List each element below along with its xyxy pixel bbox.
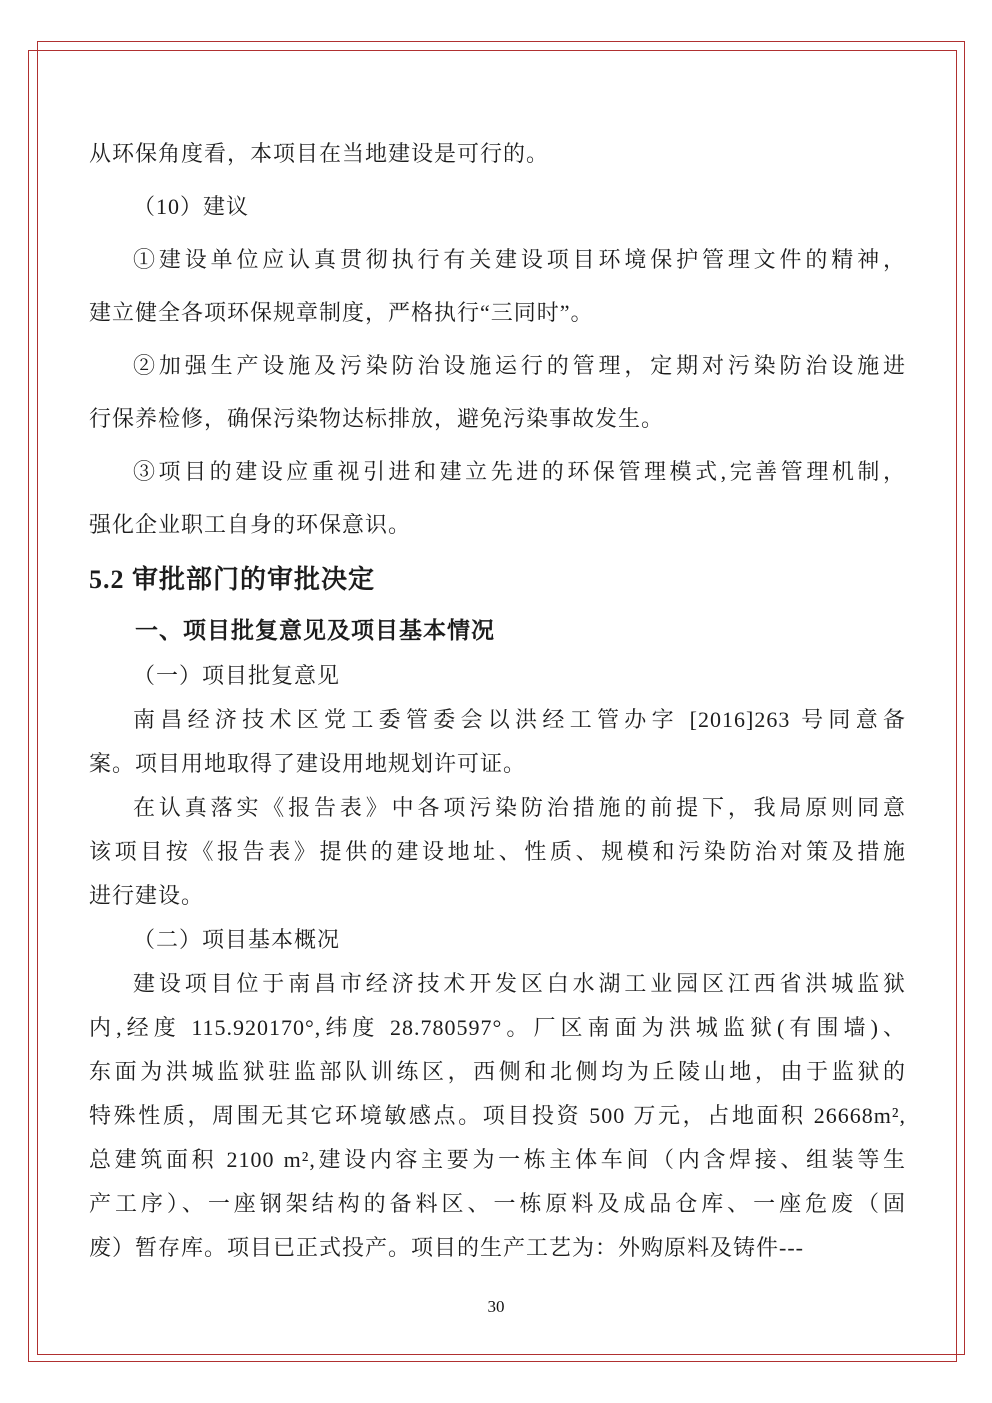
text-line: ③项目的建设应重视引进和建立先进的环保管理模式,完善管理机制， bbox=[133, 459, 906, 484]
text-line: 南昌经济技术区党工委管委会以洪经工管办字 [2016]263 号同意备 bbox=[133, 707, 906, 732]
section-heading: 5.2 审批部门的审批决定 bbox=[89, 565, 376, 594]
text-line: 废）暂存库。项目已正式投产。项目的生产工艺为：外购原料及铸件--- bbox=[89, 1235, 804, 1260]
text-line: （一）项目批复意见 bbox=[133, 663, 341, 688]
text-line: 从环保角度看，本项目在当地建设是可行的。 bbox=[89, 141, 550, 166]
text-line: 建立健全各项环保规章制度，严格执行“三同时”。 bbox=[89, 300, 594, 325]
text-line: 总建筑面积 2100 m²,建设内容主要为一栋主体车间（内含焊接、组装等生 bbox=[89, 1147, 906, 1172]
text-line: 该项目按《报告表》提供的建设地址、性质、规模和污染防治对策及措施 bbox=[89, 839, 906, 864]
text-line: 东面为洪城监狱驻监部队训练区，西侧和北侧均为丘陵山地，由于监狱的 bbox=[89, 1059, 906, 1084]
text-line: （10）建议 bbox=[133, 194, 250, 219]
text-line: ②加强生产设施及污染防治设施运行的管理，定期对污染防治设施进 bbox=[133, 353, 906, 378]
text-line: 产工序）、一座钢架结构的备料区、一栋原料及成品仓库、一座危废（固 bbox=[89, 1191, 906, 1216]
text-line: 行保养检修，确保污染物达标排放，避免污染事故发生。 bbox=[89, 406, 665, 431]
text-line: 内,经度 115.920170°,纬度 28.780597°。厂区南面为洪城监狱(有围墙)、 bbox=[89, 1015, 906, 1040]
text-line: 案。项目用地取得了建设用地规划许可证。 bbox=[89, 751, 527, 776]
text-line: 进行建设。 bbox=[89, 883, 205, 908]
text-line: 特殊性质，周围无其它环境敏感点。项目投资 500 万元，占地面积 26668m², bbox=[89, 1103, 906, 1128]
text-line: 建设项目位于南昌市经济技术开发区白水湖工业园区江西省洪城监狱 bbox=[133, 971, 906, 996]
text-line: 强化企业职工自身的环保意识。 bbox=[89, 512, 412, 537]
text-line: （二）项目基本概况 bbox=[133, 927, 341, 952]
text-line: 在认真落实《报告表》中各项污染防治措施的前提下，我局原则同意 bbox=[133, 795, 906, 820]
page-number: 30 bbox=[487, 1297, 505, 1316]
document-body bbox=[89, 127, 906, 1270]
text-line: ①建设单位应认真贯彻执行有关建设项目环境保护管理文件的精神， bbox=[133, 247, 906, 272]
subsection-heading: 一、项目批复意见及项目基本情况 bbox=[135, 618, 495, 643]
